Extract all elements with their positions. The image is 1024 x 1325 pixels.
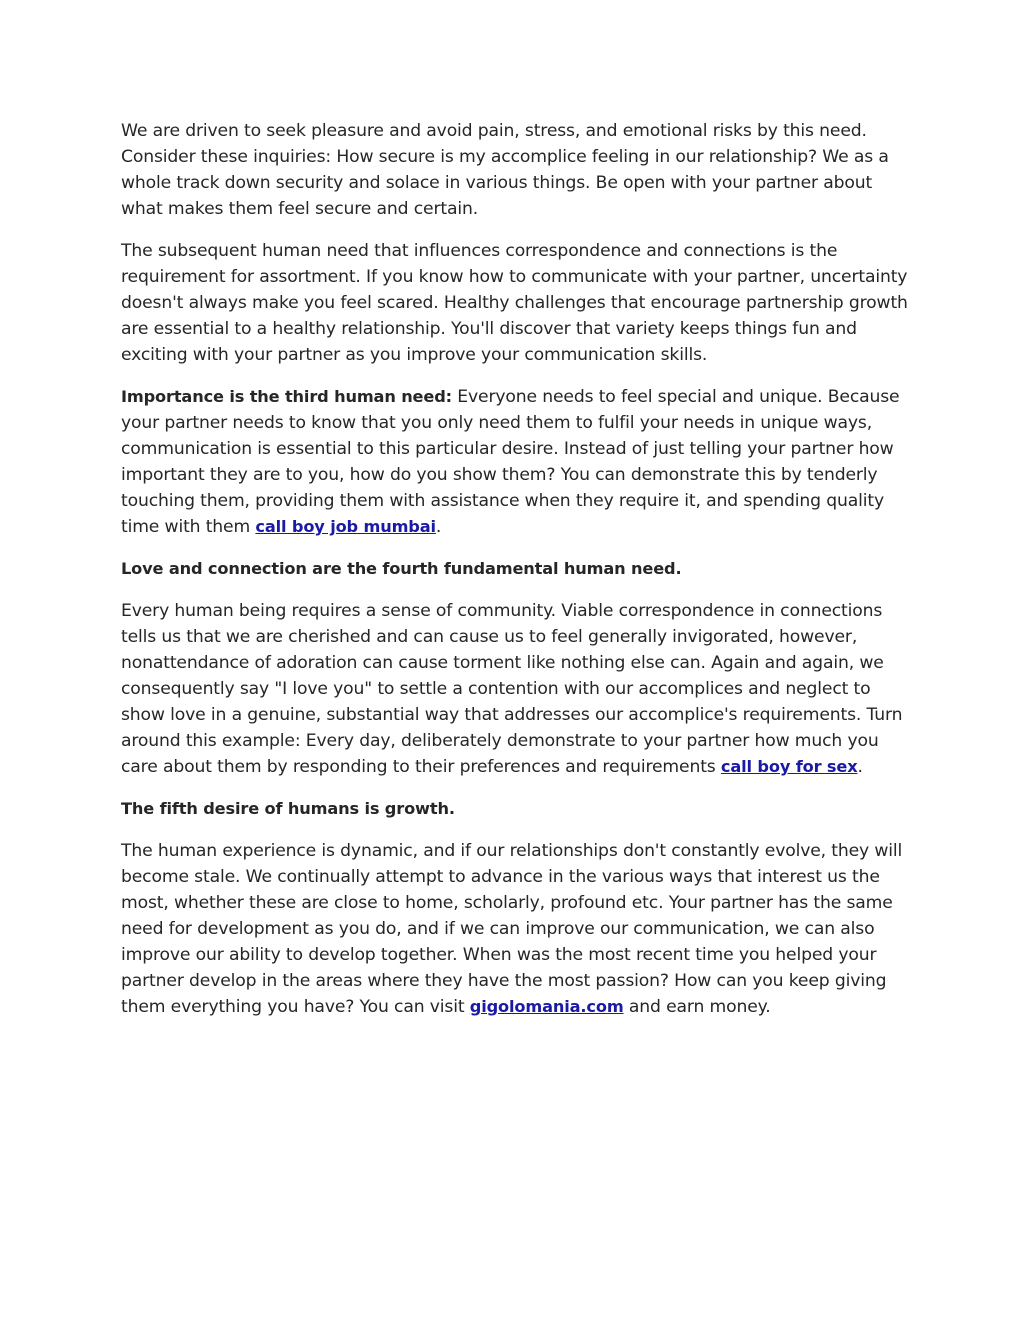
gigolomania-link[interactable]: gigolomania.com bbox=[469, 997, 624, 1016]
paragraph-growth bbox=[121, 838, 911, 1020]
importance-body: Everyone needs to feel special and unique. Because your partner needs to know that you only need them to fulfil your needs in unique ways, communication is essential to this particular desire. Instead of just telling your partner how important they are to you, how do you show them? You can demonstrate this by tenderly touching them, providing them with assistance when they require it, and spending quality time with them bbox=[121, 387, 900, 537]
paragraph-importance bbox=[121, 384, 911, 540]
call-boy-for-sex-link[interactable]: call boy for sex bbox=[720, 757, 858, 776]
paragraph-love bbox=[121, 598, 911, 780]
growth-end: and earn money. bbox=[623, 997, 771, 1017]
heading-growth: The fifth desire of humans is growth. bbox=[121, 799, 455, 818]
call-boy-job-mumbai-link[interactable]: call boy job mumbai bbox=[255, 517, 436, 536]
love-end: . bbox=[857, 757, 863, 777]
growth-body: The human experience is dynamic, and if our relationships don't constantly evolve, they will become stale. We continually attempt to advance in the various ways that interest us the most, whether these are close to home, scholarly, profound etc. Your partner has the same need for development as you do, and if we can improve our communication, we can also improve our ability to develop together. When was the most recent time you helped your partner develop in the areas where they have the most passion? How can you keep giving them everything you have? You can visit bbox=[121, 841, 903, 1017]
heading-love-connection: Love and connection are the fourth fundamental human need. bbox=[121, 559, 682, 578]
importance-end: . bbox=[435, 517, 442, 537]
paragraph-variety: The subsequent human need that influences correspondence and connections is the requirement for assortment. If you know how to communicate with your partner, uncertainty doesn't always make you feel scared. Healthy challenges that encourage partnership growth are essential to a healthy relationship. You'll discover that variety keeps things fun and exciting with your partner as you improve your communication skills. bbox=[121, 241, 908, 365]
document-page bbox=[121, 118, 911, 1036]
love-body: Every human being requires a sense of community. Viable correspondence in connections tells us that we are cherished and can cause us to feel generally invigorated, however, nonattendance of adoration can cause torment like nothing else can. Again and again, we consequently say "I love you" to settle a contention with our accomplices and neglect to show love in a genuine, substantial way that addresses our accomplice's requirements. Turn around this example: Every day, deliberately demonstrate to your partner how much you care about them by responding to their preferences and requirements bbox=[121, 601, 903, 777]
importance-lead: Importance is the third human need: bbox=[121, 387, 452, 406]
paragraph-security: We are driven to seek pleasure and avoid pain, stress, and emotional risks by this need. Consider these inquiries: How secure is my accomplice feeling in our relationship? We as a whole track down security and solace in various things. Be open with your partner about what makes them feel secure and certain. bbox=[121, 121, 889, 219]
